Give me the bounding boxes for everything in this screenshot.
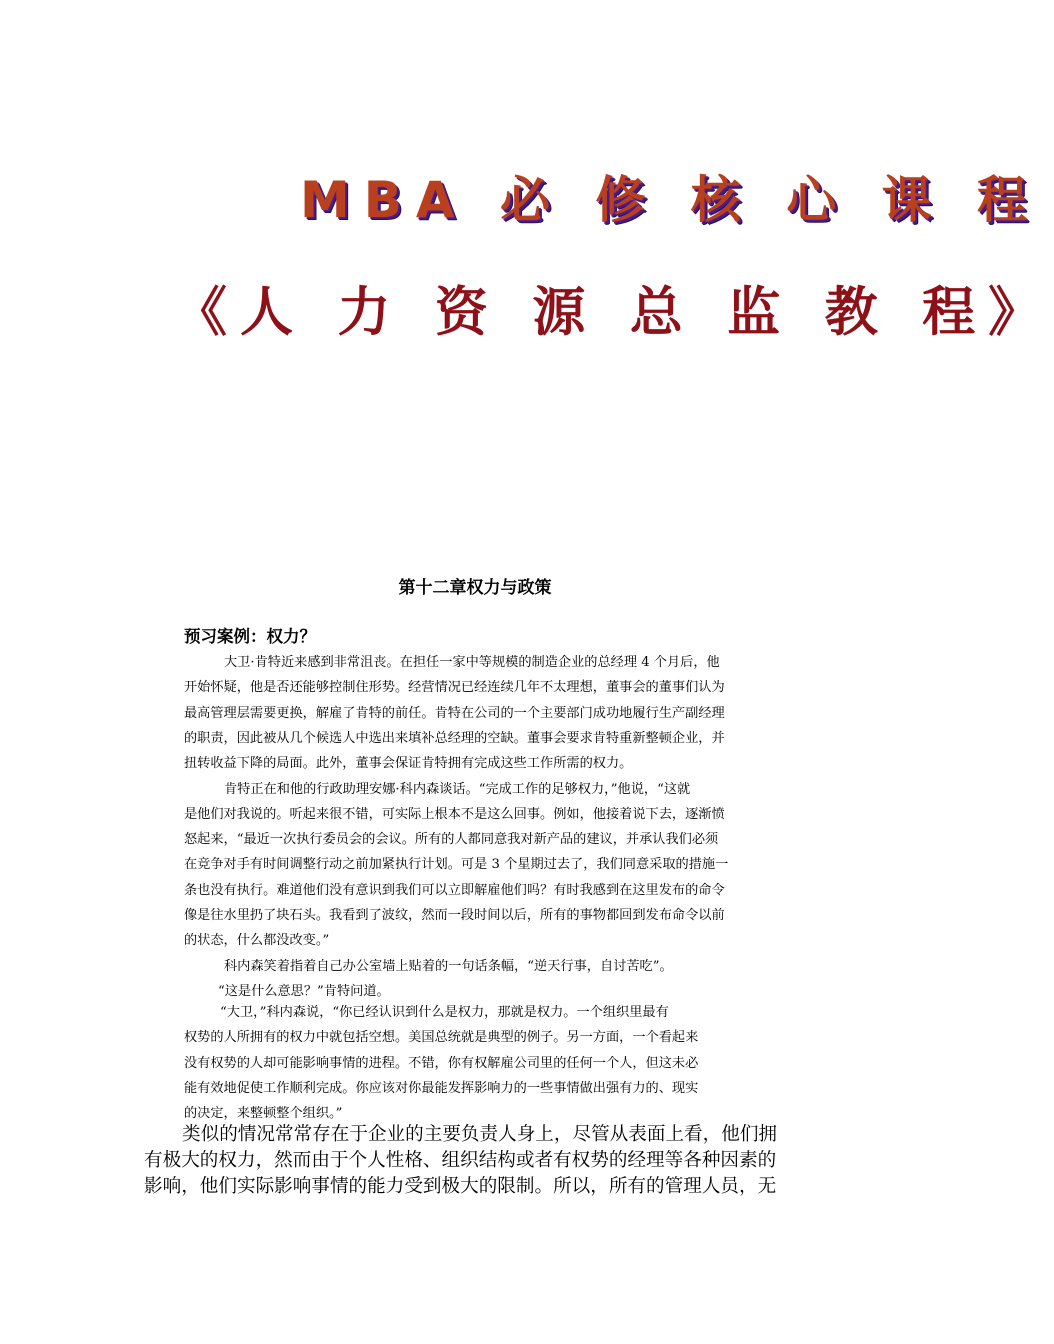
text-line: 能有效地促使工作顺利完成。你应该对你最能发挥影响力的一些事情做出强有力的、现实 <box>184 1080 699 1096</box>
text-line: 开始怀疑，他是否还能够控制住形势。经营情况已经连续几年不太理想，董事会的董事们认为 <box>184 680 725 696</box>
chapter-title: 第十二章权力与政策 <box>398 578 552 598</box>
text-line: 的职责，因此被从几个候选人中选出来填补总经理的空缺。董事会要求肯特重新整顿企业，并 <box>184 730 725 746</box>
text-line: 大卫·肯特近来感到非常沮丧。在担任一家中等规模的制造企业的总经理 4 个月后，他 <box>224 655 720 670</box>
text-line: 怒起来，“最近一次执行委员会的会议。所有的人都同意我对新产品的建议，并承认我们必须 <box>184 832 719 848</box>
case-paragraph-3 <box>184 954 784 979</box>
case-paragraph-1 <box>184 650 784 776</box>
text-line: “这是什么意思？”肯特问道。 <box>218 983 390 999</box>
body-paragraph <box>144 1122 804 1200</box>
case-paragraph-2 <box>184 777 784 954</box>
text-line: 最高管理层需要更换，解雇了肯特的前任。肯特在公司的一个主要部门成功地履行生产副经理 <box>184 705 725 721</box>
book-title: 《人 力 资 源 总 监 教 程》 <box>174 281 1054 343</box>
course-title: MBA 必 修 核 心 课 程 <box>300 171 1042 229</box>
text-line: 影响，他们实际影响事情的能力受到极大的限制。所以，所有的管理人员，无 <box>144 1176 777 1197</box>
text-line: 类似的情况常常存在于企业的主要负责人身上，尽管从表面上看，他们拥 <box>182 1124 778 1145</box>
text-line: 的状态，什么都没改变。” <box>184 933 330 949</box>
text-line: 有极大的权力，然而由于个人性格、组织结构或者有权势的经理等各种因素的 <box>144 1150 777 1171</box>
case-paragraph-5 <box>184 1000 784 1126</box>
text-line: 扭转收益下降的局面。此外，董事会保证肯特拥有完成这些工作所需的权力。 <box>184 756 633 772</box>
text-line: 没有权势的人却可能影响事情的进程。不错，你有权解雇公司里的任何一个人，但这未必 <box>184 1055 699 1071</box>
case-heading: 预习案例：权力？ <box>184 627 316 646</box>
text-line: 权势的人所拥有的权力中就包括空想。美国总统就是典型的例子。另一方面，一个看起来 <box>184 1030 699 1046</box>
text-line: 科内森笑着指着自己办公室墙上贴着的一句话条幅，“逆天行事，自讨苦吃”。 <box>224 958 673 974</box>
text-line: 像是往水里扔了块石头。我看到了波纹，然而一段时间以后，所有的事物都回到发布命令以前 <box>184 907 725 923</box>
text-line: 的决定，来整顿整个组织。” <box>184 1106 343 1122</box>
text-line: 条也没有执行。难道他们没有意识到我们可以立即解雇他们吗？有时我感到在这里发布的命令 <box>184 882 725 898</box>
text-line: “大卫，”科内森说，“你已经认识到什么是权力，那就是权力。一个组织里最有 <box>220 1005 669 1020</box>
text-line: 是他们对我说的。听起来很不错，可实际上根本不是这么回事。例如，他接着说下去，逐渐愤 <box>184 806 725 822</box>
text-line: 肯特正在和他的行政助理安娜·科内森谈话。“完成工作的足够权力，”他说，“这就 <box>224 781 691 797</box>
text-line: 在竞争对手有时间调整行动之前加紧执行计划。可是 3 个星期过去了，我们同意采取的措施一 <box>184 857 729 873</box>
